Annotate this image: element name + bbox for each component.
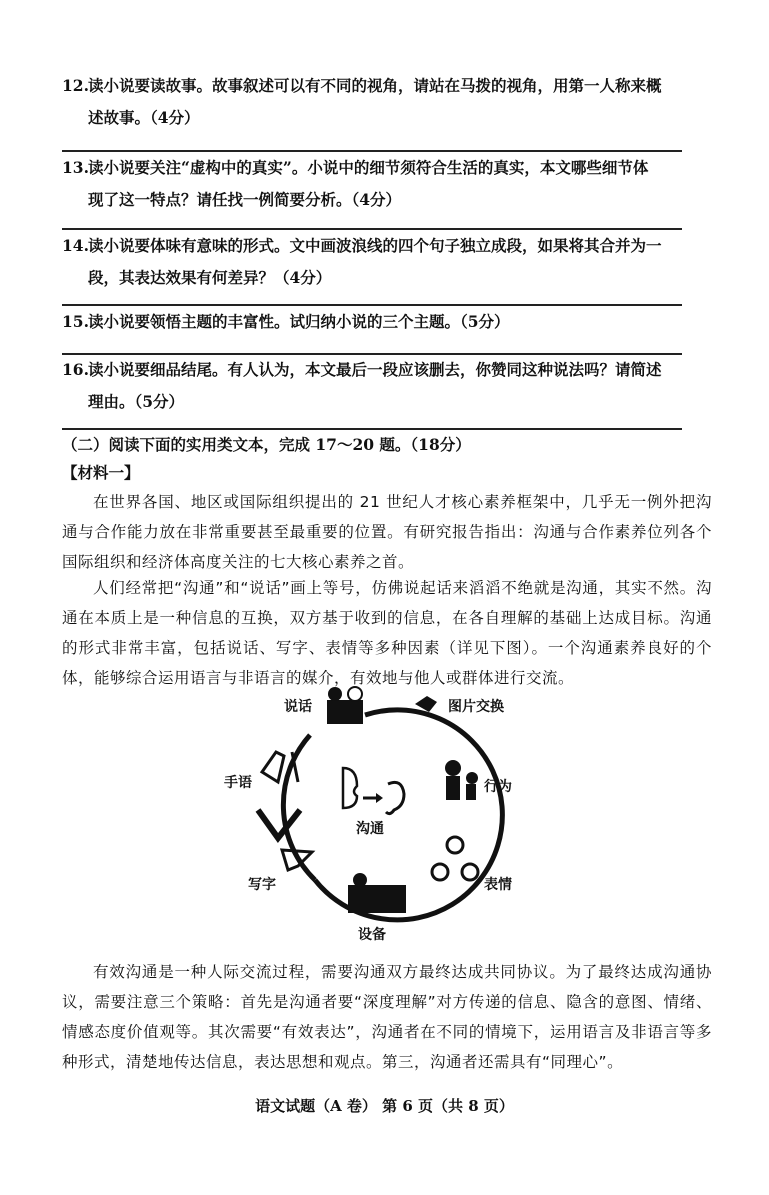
paragraph-1: 在世界各国、地区或国际组织提出的 21 世纪人才核心素养框架中，几乎无一例外把沟通与合作能力放在非常重要甚至最重要的位置。有研究报告指出：沟通与合作素养位列各个国际组织和经济体高度关注的七大核心素养之首。: [62, 493, 712, 571]
question-number: 15.: [62, 312, 89, 331]
question-number: 12.: [62, 76, 89, 95]
label-sign-language: 手语: [224, 775, 252, 791]
paragraph-2: 人们经常把“沟通”和“说话”画上等号，仿佛说起话来滔滔不绝就是沟通，其实不然。沟通在本质上是一种信息的互换，双方基于收到的信息，在各自理解的基础上达成目标。沟通的形式非常丰富，包括说话、写字、表情等多种因素（详见下图）。一个沟通素养良好的个体，能够综合运用语言与非语言的媒介，有效地与他人或群体进行交流。: [62, 579, 712, 687]
question-16: [62, 354, 712, 418]
cycle-ring: [315, 710, 502, 920]
question-text-cont: 段，其表达效果有何差异？（4分）: [88, 268, 332, 287]
question-text: 读小说要细品结尾。有人认为，本文最后一段应该删去，你赞同这种说法吗？请简述: [88, 360, 662, 379]
question-14: [62, 230, 712, 294]
label-communication: 沟通: [356, 821, 384, 837]
label-behavior: 行为: [484, 779, 512, 795]
question-13: [62, 152, 712, 216]
cycle-ring-left: [283, 735, 315, 880]
question-number: 14.: [62, 236, 89, 255]
question-text-cont: 理由。（5分）: [88, 392, 185, 411]
behavior-icon: [445, 760, 461, 776]
face-icon: [462, 864, 478, 880]
device-icon: [348, 885, 406, 913]
label-speech: 说话: [284, 699, 312, 715]
question-text: 读小说要体味有意味的形式。文中画波浪线的四个句子独立成段，如果将其合并为一: [88, 236, 662, 255]
arrow-down-icon: [258, 810, 300, 838]
label-writing: 写字: [248, 877, 276, 893]
question-text-cont: 现了这一特点？请任找一例简要分析。（4分）: [88, 190, 402, 209]
page-footer: 语文试题（A 卷） 第 6 页（共 8 页）: [255, 1097, 514, 1115]
section-heading: （二）阅读下面的实用类文本，完成 17～20 题。（18分）: [62, 435, 471, 454]
question-12: [62, 70, 712, 134]
diagram-graphic: [200, 680, 580, 950]
question-text: 读小说要领悟主题的丰富性。试归纳小说的三个主题。（5分）: [88, 312, 510, 331]
question-15: [62, 306, 712, 338]
paragraph-3: 有效沟通是一种人际交流过程，需要沟通双方最终达成共同协议。为了最终达成沟通协议，需要注意三个策略：首先是沟通者要“深度理解”对方传递的信息、隐含的意图、情绪、情感态度价值观等。其次需要“有效表达”，沟通者在不同的情境下，运用语言及非语言等多种形式，清楚地传达信息，表达思想和观点。第三，沟通者还需具有“同理心”。: [62, 963, 712, 1071]
ear-icon: [386, 782, 404, 813]
face-icon: [447, 837, 463, 853]
question-text-cont: 述故事。（4分）: [88, 108, 200, 127]
face-icon: [432, 864, 448, 880]
question-number: 13.: [62, 158, 89, 177]
material-label: 【材料一】: [62, 463, 140, 482]
speech-people-icon: [327, 700, 363, 724]
label-expression: 表情: [484, 877, 512, 893]
question-number: 16.: [62, 360, 89, 379]
question-text: 读小说要关注“虚构中的真实”。小说中的细节须符合生活的真实，本文哪些细节体: [88, 158, 649, 177]
face-profile-icon: [343, 768, 357, 808]
label-picture-exchange: 图片交换: [448, 699, 504, 715]
question-text: 读小说要读故事。故事叙述可以有不同的视角，请站在马拨的视角，用第一人称来概: [88, 76, 662, 95]
label-device: 设备: [358, 927, 386, 943]
communication-diagram: [200, 680, 580, 950]
